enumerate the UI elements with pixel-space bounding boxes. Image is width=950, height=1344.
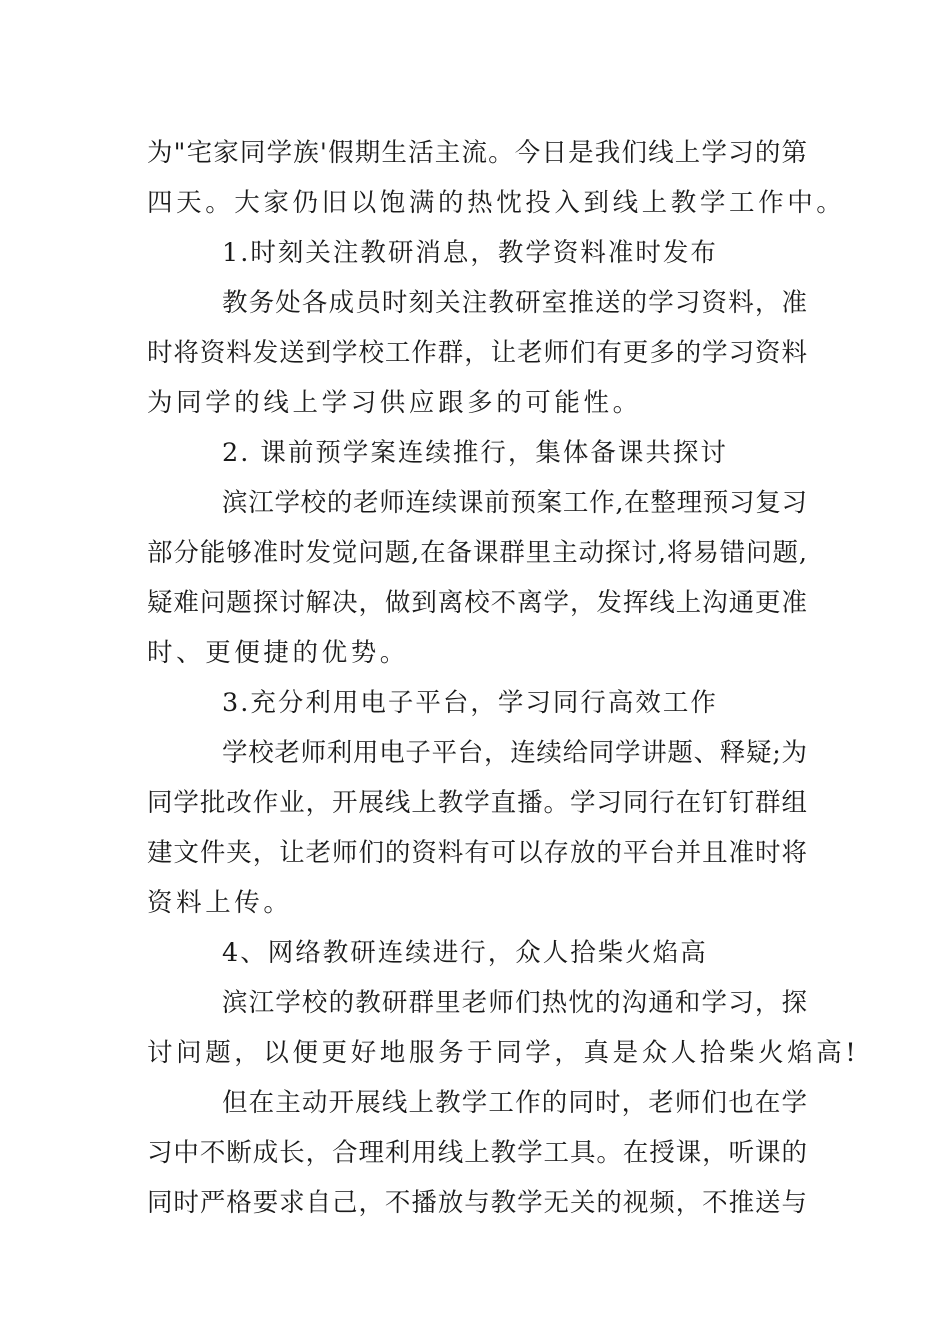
section-heading-3: 3.充分利用电子平台，学习同行高效工作 bbox=[222, 688, 718, 718]
paragraph-line: 部分能够准时发觉问题,在备课群里主动探讨,将易错问题, bbox=[147, 538, 807, 568]
paragraph-line: 四天。大家仍旧以饱满的热忱投入到线上教学工作中。 bbox=[147, 188, 846, 218]
section-heading-4: 4、网络教研连续进行，众人拾柴火焰高 bbox=[222, 938, 708, 968]
paragraph-line: 滨江学校的教研群里老师们热忱的沟通和学习，探 bbox=[222, 988, 807, 1018]
paragraph-line: 为同学的线上学习供应跟多的可能性。 bbox=[147, 388, 642, 418]
paragraph-line: 同学批改作业，开展线上教学直播。学习同行在钉钉群组 bbox=[147, 788, 807, 818]
paragraph-line: 为"宅家同学族'假期生活主流。今日是我们线上学习的第 bbox=[147, 138, 807, 168]
paragraph-line: 时将资料发送到学校工作群，让老师们有更多的学习资料 bbox=[147, 338, 807, 368]
paragraph-line: 习中不断成长，合理利用线上教学工具。在授课，听课的 bbox=[147, 1138, 807, 1168]
paragraph-line: 时、更便捷的优势。 bbox=[147, 638, 409, 668]
paragraph-line: 讨问题，以便更好地服务于同学，真是众人拾柴火焰高! bbox=[147, 1038, 860, 1068]
paragraph-line: 建文件夹，让老师们的资料有可以存放的平台并且准时将 bbox=[147, 838, 807, 868]
section-heading-1: 1.时刻关注教研消息，教学资料准时发布 bbox=[222, 238, 718, 268]
paragraph-line: 但在主动开展线上教学工作的同时，老师们也在学 bbox=[222, 1088, 807, 1118]
paragraph-line: 学校老师利用电子平台，连续给同学讲题、释疑;为 bbox=[222, 738, 807, 768]
paragraph-line: 滨江学校的老师连续课前预案工作,在整理预习复习 bbox=[222, 488, 807, 518]
paragraph-line: 资料上传。 bbox=[147, 888, 293, 918]
section-heading-2: 2. 课前预学案连续推行，集体备课共探讨 bbox=[222, 438, 728, 468]
paragraph-line: 教务处各成员时刻关注教研室推送的学习资料，准 bbox=[222, 288, 807, 318]
paragraph-line: 同时严格要求自己，不播放与教学无关的视频，不推送与 bbox=[147, 1188, 807, 1218]
paragraph-line: 疑难问题探讨解决，做到离校不离学，发挥线上沟通更准 bbox=[147, 588, 807, 618]
